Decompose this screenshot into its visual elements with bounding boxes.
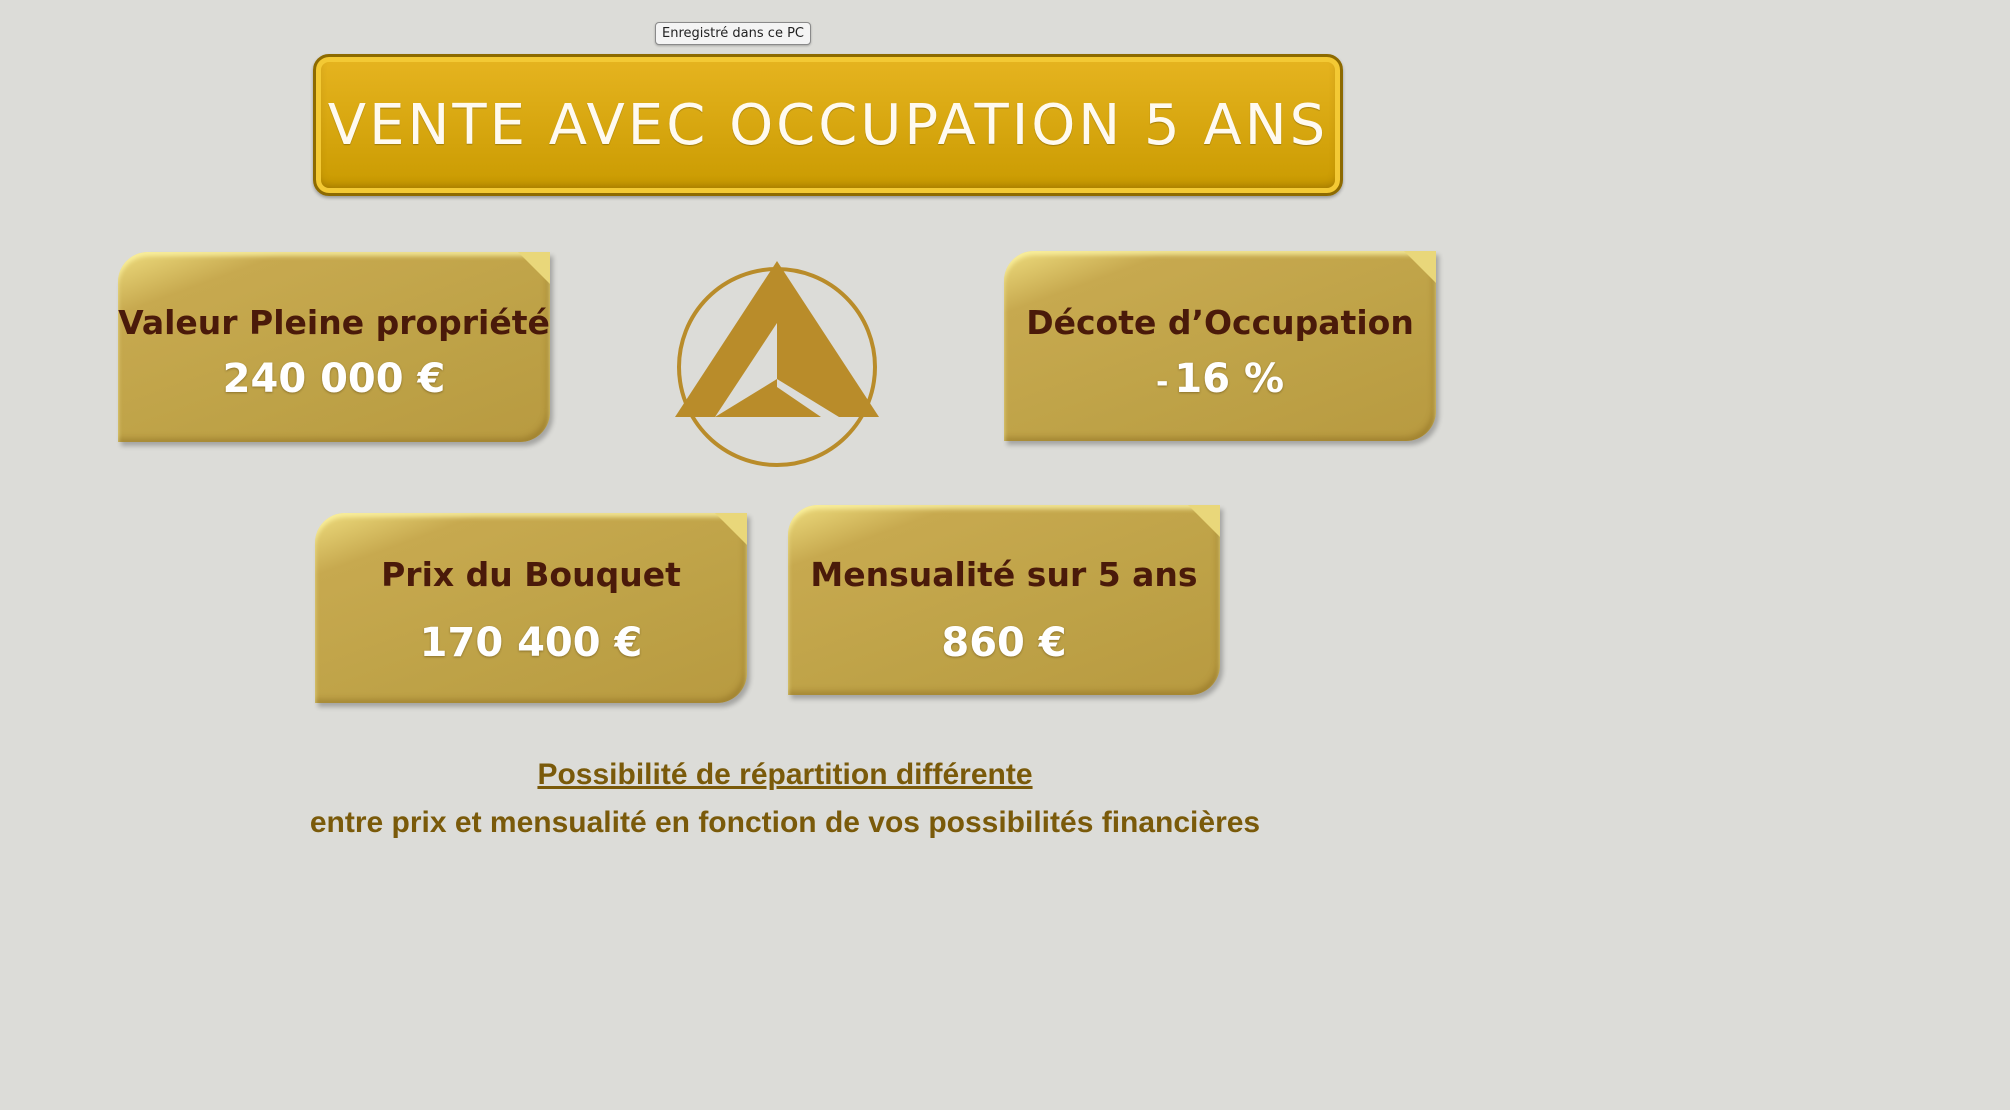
card-value: 240 000 € [222, 356, 446, 402]
distribution-note-heading: Possibilité de répartition différente [537, 758, 1033, 791]
full-ownership-value-card [118, 252, 550, 442]
mountain-a-circle-logo-icon [673, 257, 881, 471]
saved-status-tooltip: Enregistré dans ce PC [655, 22, 811, 45]
card-title: Décote d’Occupation [1026, 303, 1414, 342]
card-value: 170 400 € [419, 620, 643, 666]
distribution-note-text: entre prix et mensualité en fonction de vos possibilités financières [309, 806, 1261, 839]
card-title: Prix du Bouquet [381, 555, 681, 594]
card-value [1004, 356, 1436, 402]
title-banner [313, 54, 1343, 196]
banner-title: VENTE AVEC OCCUPATION 5 ANS [327, 92, 1329, 158]
minus-sign: - [1155, 365, 1169, 400]
monthly-payment-card [788, 505, 1220, 695]
discount-percent: 16 % [1174, 356, 1285, 402]
card-value: 860 € [941, 620, 1067, 666]
bouquet-price-card [315, 513, 747, 703]
card-title: Mensualité sur 5 ans [810, 555, 1198, 594]
occupation-discount-card [1004, 251, 1436, 441]
card-title: Valeur Pleine propriété [118, 303, 550, 342]
